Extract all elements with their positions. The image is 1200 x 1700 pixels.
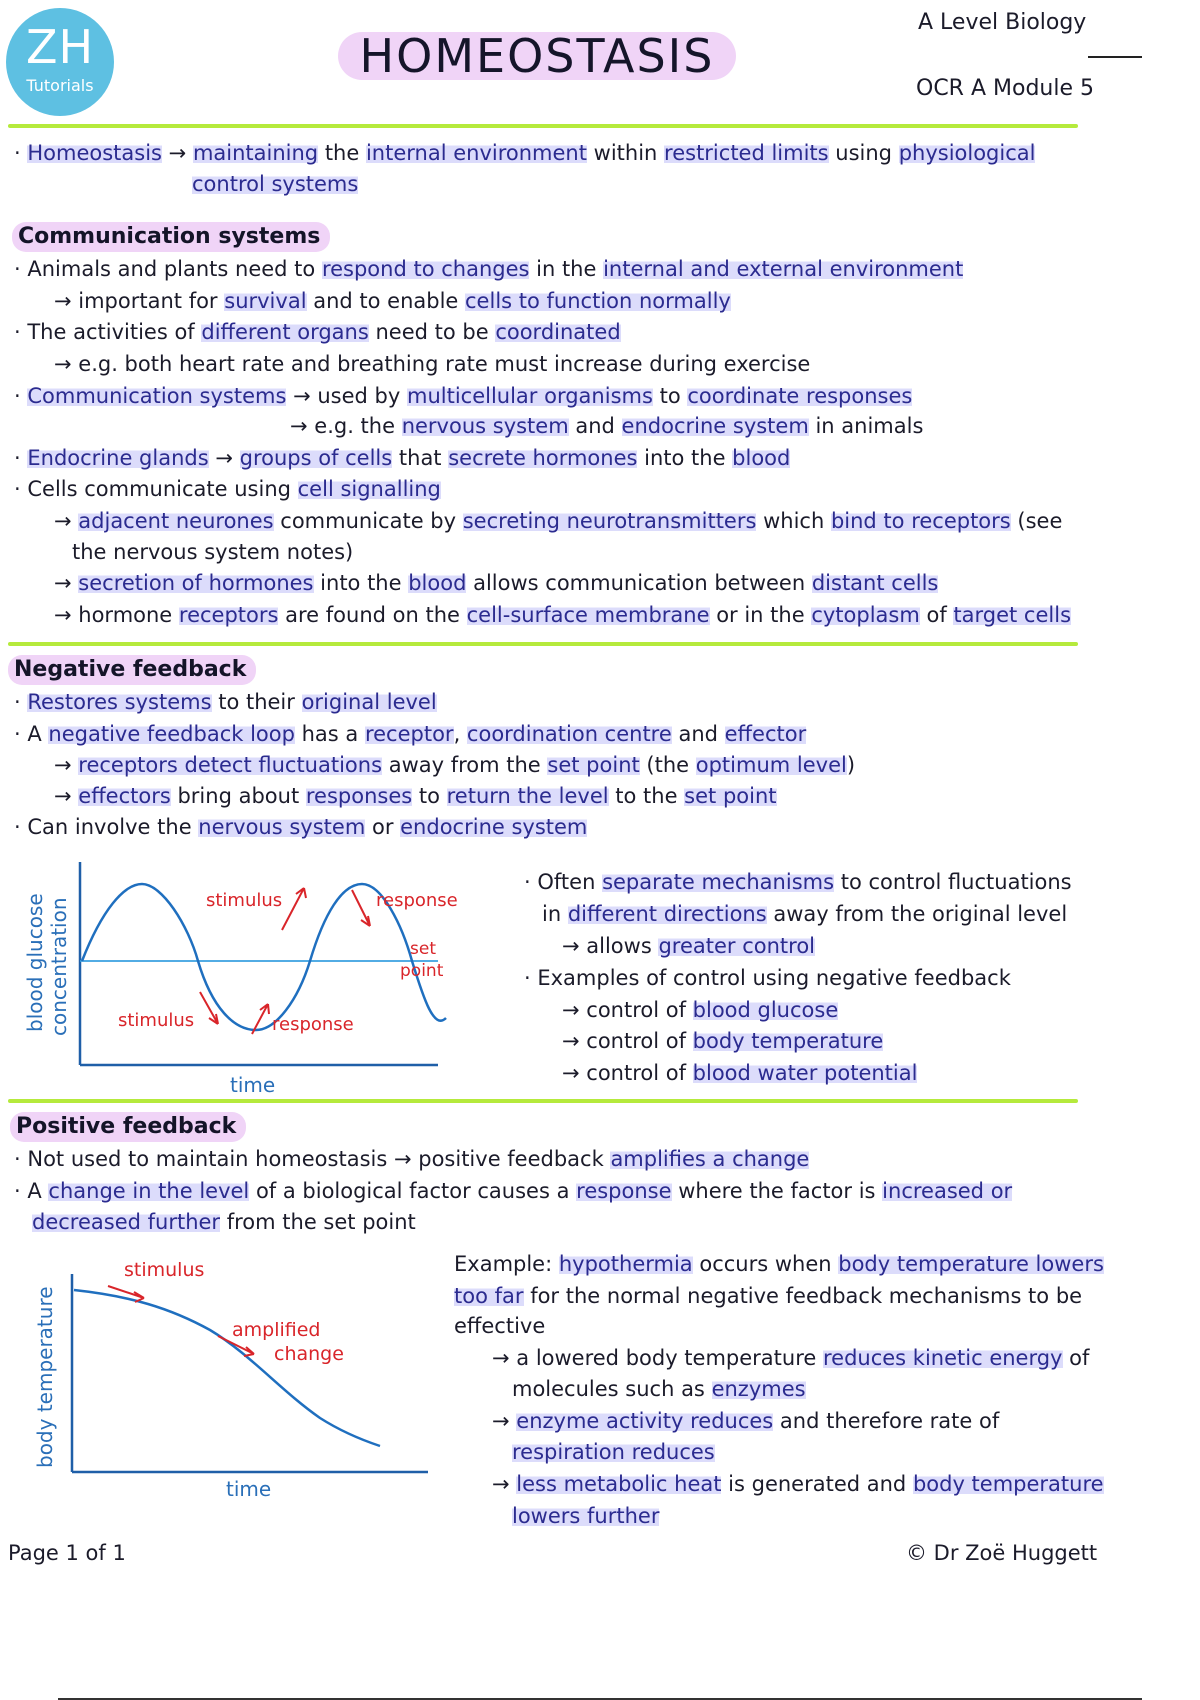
list-item: respiration reduces <box>512 1440 715 1464</box>
positive-feedback-graph <box>20 1250 450 1500</box>
list-item: · A negative feedback loop has a receptor, coordination centre and effector <box>14 722 807 746</box>
list-item: decreased further from the set point <box>32 1210 416 1234</box>
arrow-icon <box>352 890 370 926</box>
intro-line: · Homeostasis → maintaining the internal environment within restricted limits using physiological <box>14 141 1036 165</box>
graph-label-amplified: amplified <box>232 1319 321 1341</box>
logo <box>6 8 114 116</box>
list-item: → less metabolic heat is generated and body temperature <box>492 1472 1104 1496</box>
list-item: → e.g. both heart rate and breathing rate must increase during exercise <box>54 352 811 376</box>
course-level: A Level Biology <box>918 10 1087 35</box>
divider <box>8 124 1078 128</box>
list-item: · Communication systems → used by multicellular organisms to coordinate responses <box>14 384 913 408</box>
logo-subtitle: Tutorials <box>26 76 94 95</box>
graph-label-change: change <box>274 1343 344 1365</box>
list-item: · Restores systems to their original level <box>14 690 437 714</box>
list-item: · The activities of different organs need to be coordinated <box>14 320 621 344</box>
intro-line-cont: control systems <box>192 172 359 196</box>
list-item: · Animals and plants need to respond to changes in the internal and external environment <box>14 257 964 281</box>
list-item: → important for survival and to enable cells to function normally <box>54 289 731 313</box>
list-item: effective <box>454 1314 546 1338</box>
list-item: → adjacent neurones communicate by secreting neurotransmitters which bind to receptors (see <box>54 509 1063 533</box>
graph-label-response: response <box>272 1014 354 1035</box>
graph-label-stimulus: stimulus <box>118 1010 195 1031</box>
list-item: too far for the normal negative feedback mechanisms to be <box>454 1284 1083 1308</box>
list-item: · Often separate mechanisms to control fluctuations <box>524 870 1072 894</box>
list-item: → secretion of hormones into the blood allows communication between distant cells <box>54 571 939 595</box>
graph-label-point: point <box>400 961 444 981</box>
list-item: molecules such as enzymes <box>512 1377 806 1401</box>
list-item: → effectors bring about responses to return the level to the set point <box>54 784 777 808</box>
section-heading-positive: Positive feedback <box>10 1112 246 1142</box>
list-item: → enzyme activity reduces and therefore rate of <box>492 1409 1000 1433</box>
section-heading-communication: Communication systems <box>12 222 330 252</box>
list-item: · Can involve the nervous system or endocrine system <box>14 815 588 839</box>
list-item: lowers further <box>512 1504 660 1528</box>
graph-label-response: response <box>376 890 458 911</box>
page-title-text: HOMEOSTASIS <box>359 29 715 83</box>
list-item: → allows greater control <box>562 934 815 958</box>
graph-label-set: set <box>410 939 436 959</box>
list-item: → a lowered body temperature reduces kinetic energy of <box>492 1346 1090 1370</box>
graph-y-label: concentration <box>47 897 71 1036</box>
list-item: · Examples of control using negative feedback <box>524 966 1011 990</box>
header-dash <box>1088 56 1142 58</box>
graph-label-stimulus: stimulus <box>206 890 283 911</box>
list-item: → control of blood glucose <box>562 998 839 1022</box>
arrow-icon <box>282 888 306 930</box>
graph-x-label: time <box>230 1073 276 1097</box>
positive-feedback-curve <box>74 1290 380 1446</box>
graph-x-label: time <box>226 1477 272 1500</box>
list-item: · A change in the level of a biological factor causes a response where the factor is increased or <box>14 1179 1013 1203</box>
negative-feedback-graph <box>20 850 480 1100</box>
page-number: Page 1 of 1 <box>8 1541 126 1565</box>
list-item: · Endocrine glands → groups of cells that secrete hormones into the blood <box>14 446 791 470</box>
list-item: → control of body temperature <box>562 1029 884 1053</box>
divider <box>8 1099 1078 1103</box>
list-item: → receptors detect fluctuations away from the set point (the optimum level) <box>54 753 856 777</box>
logo-initials: ZH <box>25 20 95 74</box>
list-item: → hormone receptors are found on the cell-surface membrane or in the cytoplasm of target cells <box>54 603 1072 627</box>
graph-y-label: blood glucose <box>23 893 47 1032</box>
course-module: OCR A Module 5 <box>916 76 1094 101</box>
graph-y-label: body temperature <box>33 1286 57 1468</box>
divider <box>8 642 1078 646</box>
list-item: → control of blood water potential <box>562 1061 918 1085</box>
copyright: © Dr Zoë Huggett <box>906 1541 1098 1565</box>
arrow-icon <box>200 992 218 1024</box>
list-item: → e.g. the nervous system and endocrine system in animals <box>290 414 924 438</box>
list-item: Example: hypothermia occurs when body temperature lowers <box>454 1252 1104 1276</box>
graph-label-stimulus: stimulus <box>124 1259 205 1281</box>
section-heading-negative: Negative feedback <box>8 655 256 685</box>
list-item: · Cells communicate using cell signalling <box>14 477 441 501</box>
list-item: the nervous system notes) <box>72 540 354 564</box>
list-item: in different directions away from the original level <box>542 902 1068 926</box>
list-item: · Not used to maintain homeostasis → positive feedback amplifies a change <box>14 1147 810 1171</box>
